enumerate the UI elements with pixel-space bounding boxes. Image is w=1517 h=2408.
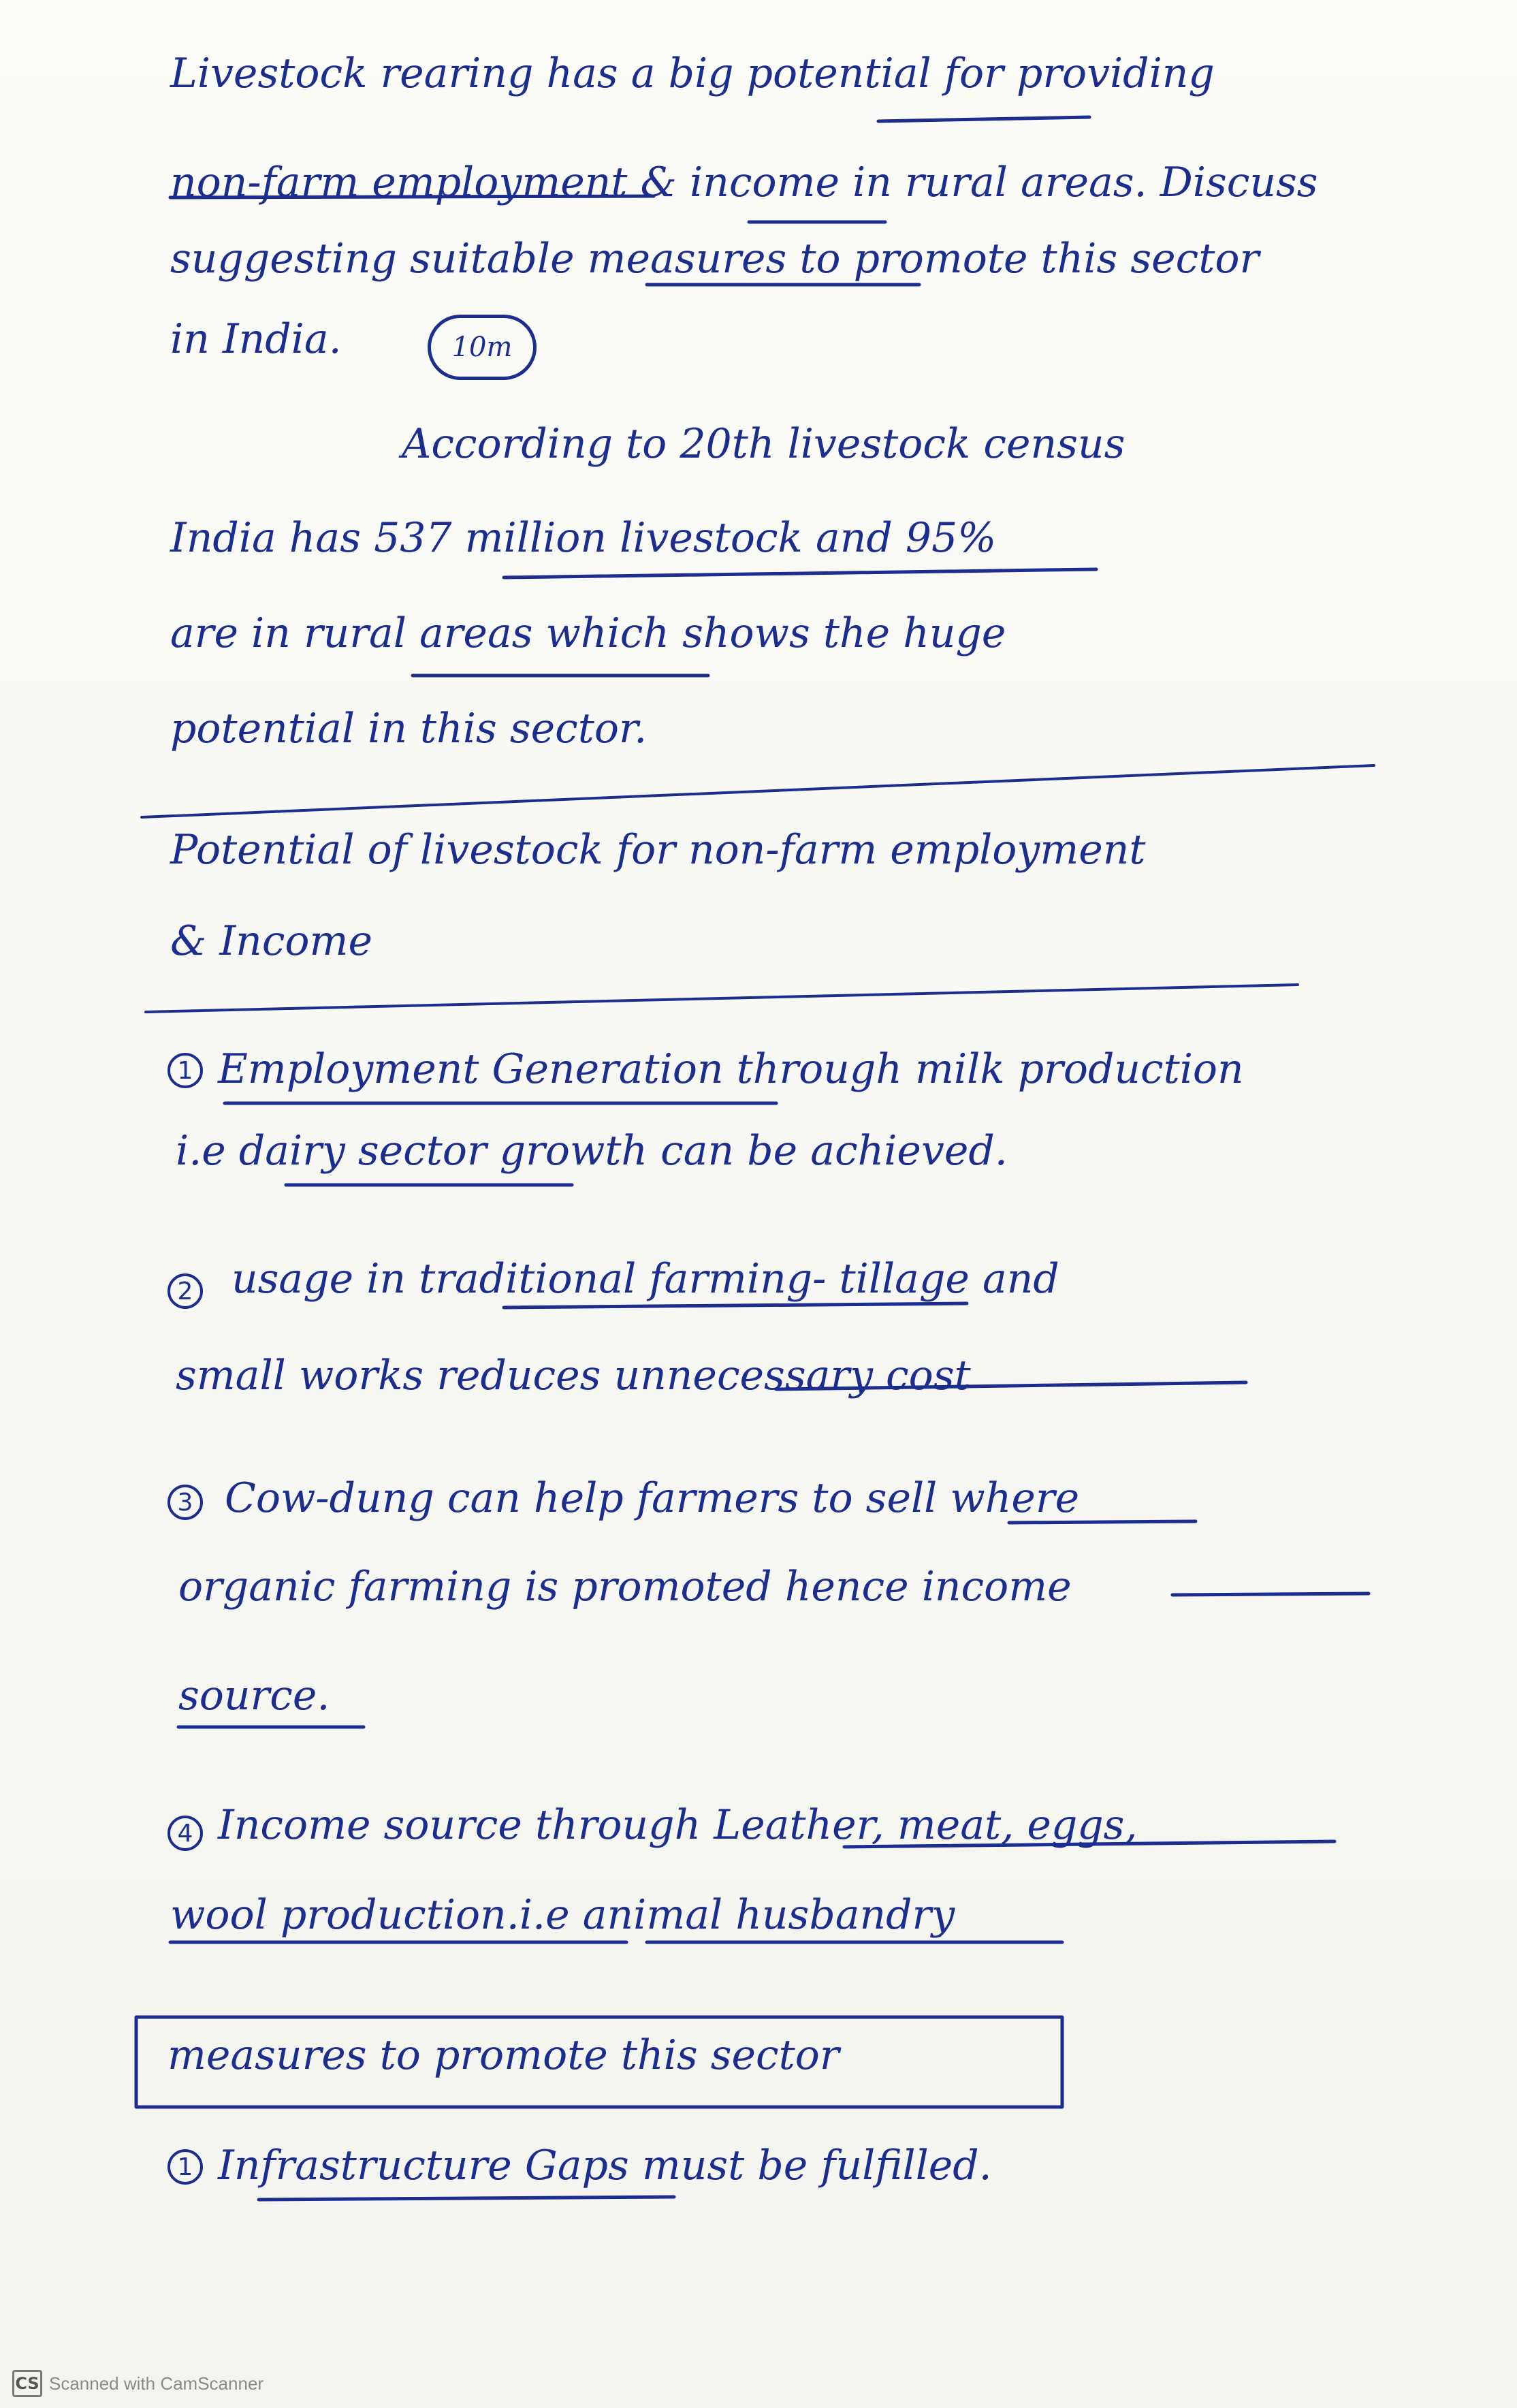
- underline-income-2: [1172, 1594, 1369, 1595]
- point-number-1: 1: [167, 1053, 203, 1088]
- underline-unnecessary-cost: [776, 1382, 1246, 1389]
- potential-heading-line-2: & Income: [170, 917, 372, 965]
- underline-leather-meat-eggs: [844, 1841, 1335, 1847]
- underline-537-million: [504, 569, 1096, 577]
- question-line-4: in India.: [170, 315, 342, 363]
- potential-point-4-line-1: Income source through Leather, meat, eggs,: [218, 1801, 1138, 1849]
- intro-line-1: According to 20th livestock census: [402, 420, 1125, 468]
- camscanner-watermark: [12, 2370, 264, 2397]
- underline-traditional-farming: [504, 1303, 967, 1308]
- potential-point-2-line-2: small works reduces unnecessary cost: [176, 1352, 971, 1399]
- potential-point-3-line-2: organic farming is promoted hence income: [178, 1563, 1072, 1611]
- measures-point-1-line-1: Infrastructure Gaps must be fulfilled.: [218, 2142, 992, 2189]
- underline-infrastructure-gaps: [259, 2197, 674, 2200]
- measures-heading-box: [136, 2017, 1062, 2107]
- underline-non-farm-employment: [170, 196, 654, 197]
- measures-heading: measures to promote this sector: [167, 2031, 840, 2079]
- point-number-3: 3: [167, 1485, 203, 1520]
- intro-line-3: are in rural areas which shows the huge: [170, 609, 1006, 657]
- potential-heading-line-1: Potential of livestock for non-farm employment: [170, 826, 1146, 874]
- point-number-4: 4: [167, 1816, 203, 1851]
- point-number-2: 2: [167, 1273, 203, 1309]
- intro-line-2: India has 537 million livestock and 95%: [170, 514, 997, 562]
- underline-potential: [878, 117, 1089, 121]
- camscanner-text: Scanned with CamScanner: [49, 2373, 264, 2394]
- measures-point-number-1: 1: [167, 2149, 203, 2185]
- potential-point-3-line-3: source.: [178, 1672, 330, 1720]
- potential-point-1-line-1: Employment Generation through milk production: [218, 1045, 1244, 1093]
- camscanner-logo-icon: CS: [12, 2370, 42, 2397]
- rule-below-heading: [146, 985, 1298, 1012]
- marks-badge: 10m: [428, 315, 537, 380]
- rule-above-heading: [142, 765, 1374, 817]
- question-line-1: Livestock rearing has a big potential for providing: [170, 50, 1215, 97]
- question-line-2: non-farm employment & income in rural areas. Discuss: [170, 159, 1318, 206]
- potential-point-3-line-1: Cow-dung can help farmers to sell where: [225, 1474, 1080, 1522]
- question-line-3: suggesting suitable measures to promote this sector: [170, 235, 1260, 283]
- intro-line-4: potential in this sector.: [170, 705, 648, 752]
- potential-point-4-line-2: wool production.i.e animal husbandry: [170, 1891, 955, 1939]
- potential-point-2-line-1: usage in traditional farming- tillage and: [231, 1255, 1059, 1303]
- underline-to-sell: [1009, 1521, 1196, 1523]
- potential-point-1-line-2: i.e dairy sector growth can be achieved.: [176, 1127, 1008, 1175]
